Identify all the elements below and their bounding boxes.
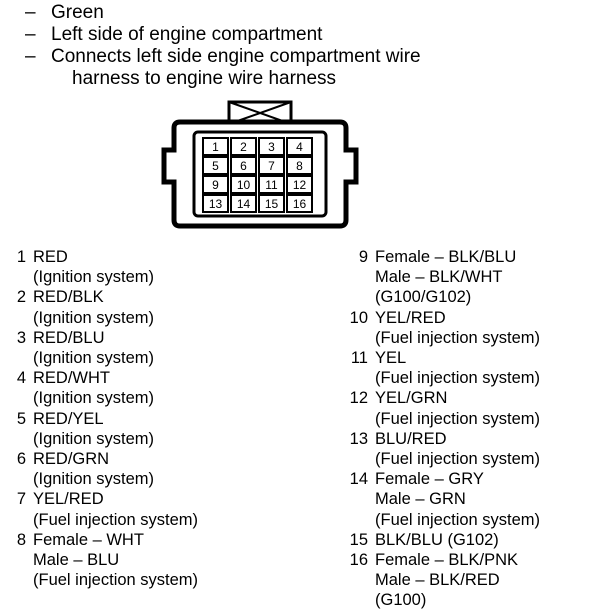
pin-description-line: Male – GRN bbox=[375, 490, 466, 509]
pin-description-line: YEL/RED bbox=[33, 490, 104, 509]
pin-number: 3 bbox=[16, 328, 26, 347]
pin-description bbox=[33, 409, 154, 449]
pin-number: 11 bbox=[350, 349, 368, 367]
pin-cavity-label: 2 bbox=[240, 140, 247, 154]
pin-number: 15 bbox=[349, 530, 368, 549]
pin-cavity-label: 11 bbox=[265, 178, 278, 192]
pin-description-line: Female – BLK/BLU bbox=[375, 248, 517, 266]
pin-description-line: RED/BLU bbox=[33, 328, 105, 347]
pin-description-line: RED/GRN bbox=[33, 450, 110, 468]
pin-cavity-label: 8 bbox=[296, 159, 303, 173]
pin-description bbox=[33, 328, 154, 368]
header-dash: – bbox=[25, 2, 36, 23]
pin-cavity-label: 13 bbox=[208, 197, 223, 211]
pin-description-line: Female – WHT bbox=[33, 530, 144, 549]
pin-description bbox=[33, 449, 154, 489]
pin-number: 6 bbox=[16, 450, 26, 468]
pin-description-line: (Ignition system) bbox=[33, 308, 155, 327]
pin-description bbox=[375, 308, 540, 348]
pin-description-line: (Fuel injection system) bbox=[375, 409, 541, 428]
pin-description-line: BLU/RED bbox=[375, 429, 447, 448]
header-text: harness to engine wire harness bbox=[72, 68, 337, 89]
pin-cavity-label: 16 bbox=[292, 197, 307, 211]
pin-description bbox=[375, 247, 516, 308]
pin-number: 9 bbox=[358, 248, 368, 266]
pin-description-line: Male – BLK/WHT bbox=[375, 268, 503, 287]
pin-description bbox=[33, 287, 154, 327]
pin-cavity-label: 3 bbox=[268, 140, 275, 154]
pin-cavity-label: 5 bbox=[212, 159, 219, 173]
pin-number: 5 bbox=[16, 409, 26, 428]
pin-description-line: (Fuel injection system) bbox=[33, 510, 199, 529]
pin-cavity-label: 10 bbox=[236, 178, 251, 192]
pin-description-line: Male – BLK/RED bbox=[375, 571, 500, 590]
pin-description-line: (Ignition system) bbox=[33, 268, 155, 287]
pin-description bbox=[33, 247, 154, 287]
pin-description-line: (Ignition system) bbox=[33, 389, 155, 408]
pin-cavity-label: 14 bbox=[236, 197, 251, 211]
pin-description-line: (Fuel injection system) bbox=[33, 571, 199, 590]
pin-cavity-label: 12 bbox=[292, 178, 307, 192]
pin-description bbox=[375, 388, 540, 428]
pin-cavity-label: 1 bbox=[212, 140, 219, 154]
pin-number: 8 bbox=[16, 530, 26, 549]
header-dash: – bbox=[25, 46, 36, 67]
pin-cavity-label: 15 bbox=[264, 197, 279, 211]
pin-description bbox=[33, 368, 154, 408]
pin-description bbox=[375, 469, 540, 530]
pin-number: 13 bbox=[349, 429, 368, 448]
pin-description-line: Male – BLU bbox=[33, 551, 120, 569]
pin-description-line: (Ignition system) bbox=[33, 470, 155, 489]
pin-number: 14 bbox=[349, 470, 368, 489]
pin-description bbox=[33, 530, 198, 591]
pin-description-line: (G100/G102) bbox=[375, 288, 472, 307]
pin-description-line: RED/WHT bbox=[33, 369, 110, 388]
header-text: Green bbox=[51, 2, 104, 23]
pin-description-line: Female – BLK/PNK bbox=[375, 551, 519, 569]
pin-description-line: YEL/RED bbox=[375, 308, 446, 327]
pin-number: 2 bbox=[16, 288, 26, 307]
pin-cavity-label: 4 bbox=[296, 140, 303, 154]
pin-description-line: (Ignition system) bbox=[33, 429, 155, 448]
connector-diagram bbox=[160, 100, 360, 230]
pin-number: 16 bbox=[349, 551, 368, 569]
pin-description-line: BLK/BLU (G102) bbox=[375, 530, 499, 549]
pin-description-line: YEL/GRN bbox=[375, 389, 448, 408]
pin-description-line: RED bbox=[33, 248, 68, 266]
pin-description bbox=[33, 489, 198, 529]
pin-number: 1 bbox=[16, 248, 26, 266]
pin-description-line: (Fuel injection system) bbox=[375, 450, 541, 468]
pin-description bbox=[375, 348, 540, 388]
pin-cavity-label: 6 bbox=[240, 159, 247, 173]
pin-description bbox=[375, 550, 518, 611]
pin-description-line: Female – GRY bbox=[375, 470, 484, 489]
header-text: Left side of engine compartment bbox=[51, 24, 323, 45]
pin-description-line: (Fuel injection system) bbox=[375, 510, 541, 529]
pin-number: 4 bbox=[16, 369, 26, 388]
pin-description-line: YEL bbox=[375, 349, 407, 367]
pin-description-line: (Ignition system) bbox=[33, 349, 155, 367]
pin-description-line: (Fuel injection system) bbox=[375, 328, 541, 347]
pin-description bbox=[375, 530, 499, 550]
pin-description-line: RED/YEL bbox=[33, 409, 104, 428]
pin-cavity-label: 9 bbox=[212, 178, 219, 192]
pin-description-line: (Fuel injection system) bbox=[375, 369, 541, 388]
pin-number: 7 bbox=[16, 490, 26, 509]
pin-description bbox=[375, 429, 540, 469]
pin-cavity-label: 7 bbox=[268, 159, 275, 173]
pin-description-line: (G100) bbox=[375, 591, 427, 610]
pin-number: 12 bbox=[349, 389, 368, 408]
pin-number: 10 bbox=[349, 308, 368, 327]
header-text: Connects left side engine compartment wire bbox=[51, 46, 421, 67]
pin-description-line: RED/BLK bbox=[33, 288, 104, 307]
header-dash: – bbox=[25, 24, 36, 45]
